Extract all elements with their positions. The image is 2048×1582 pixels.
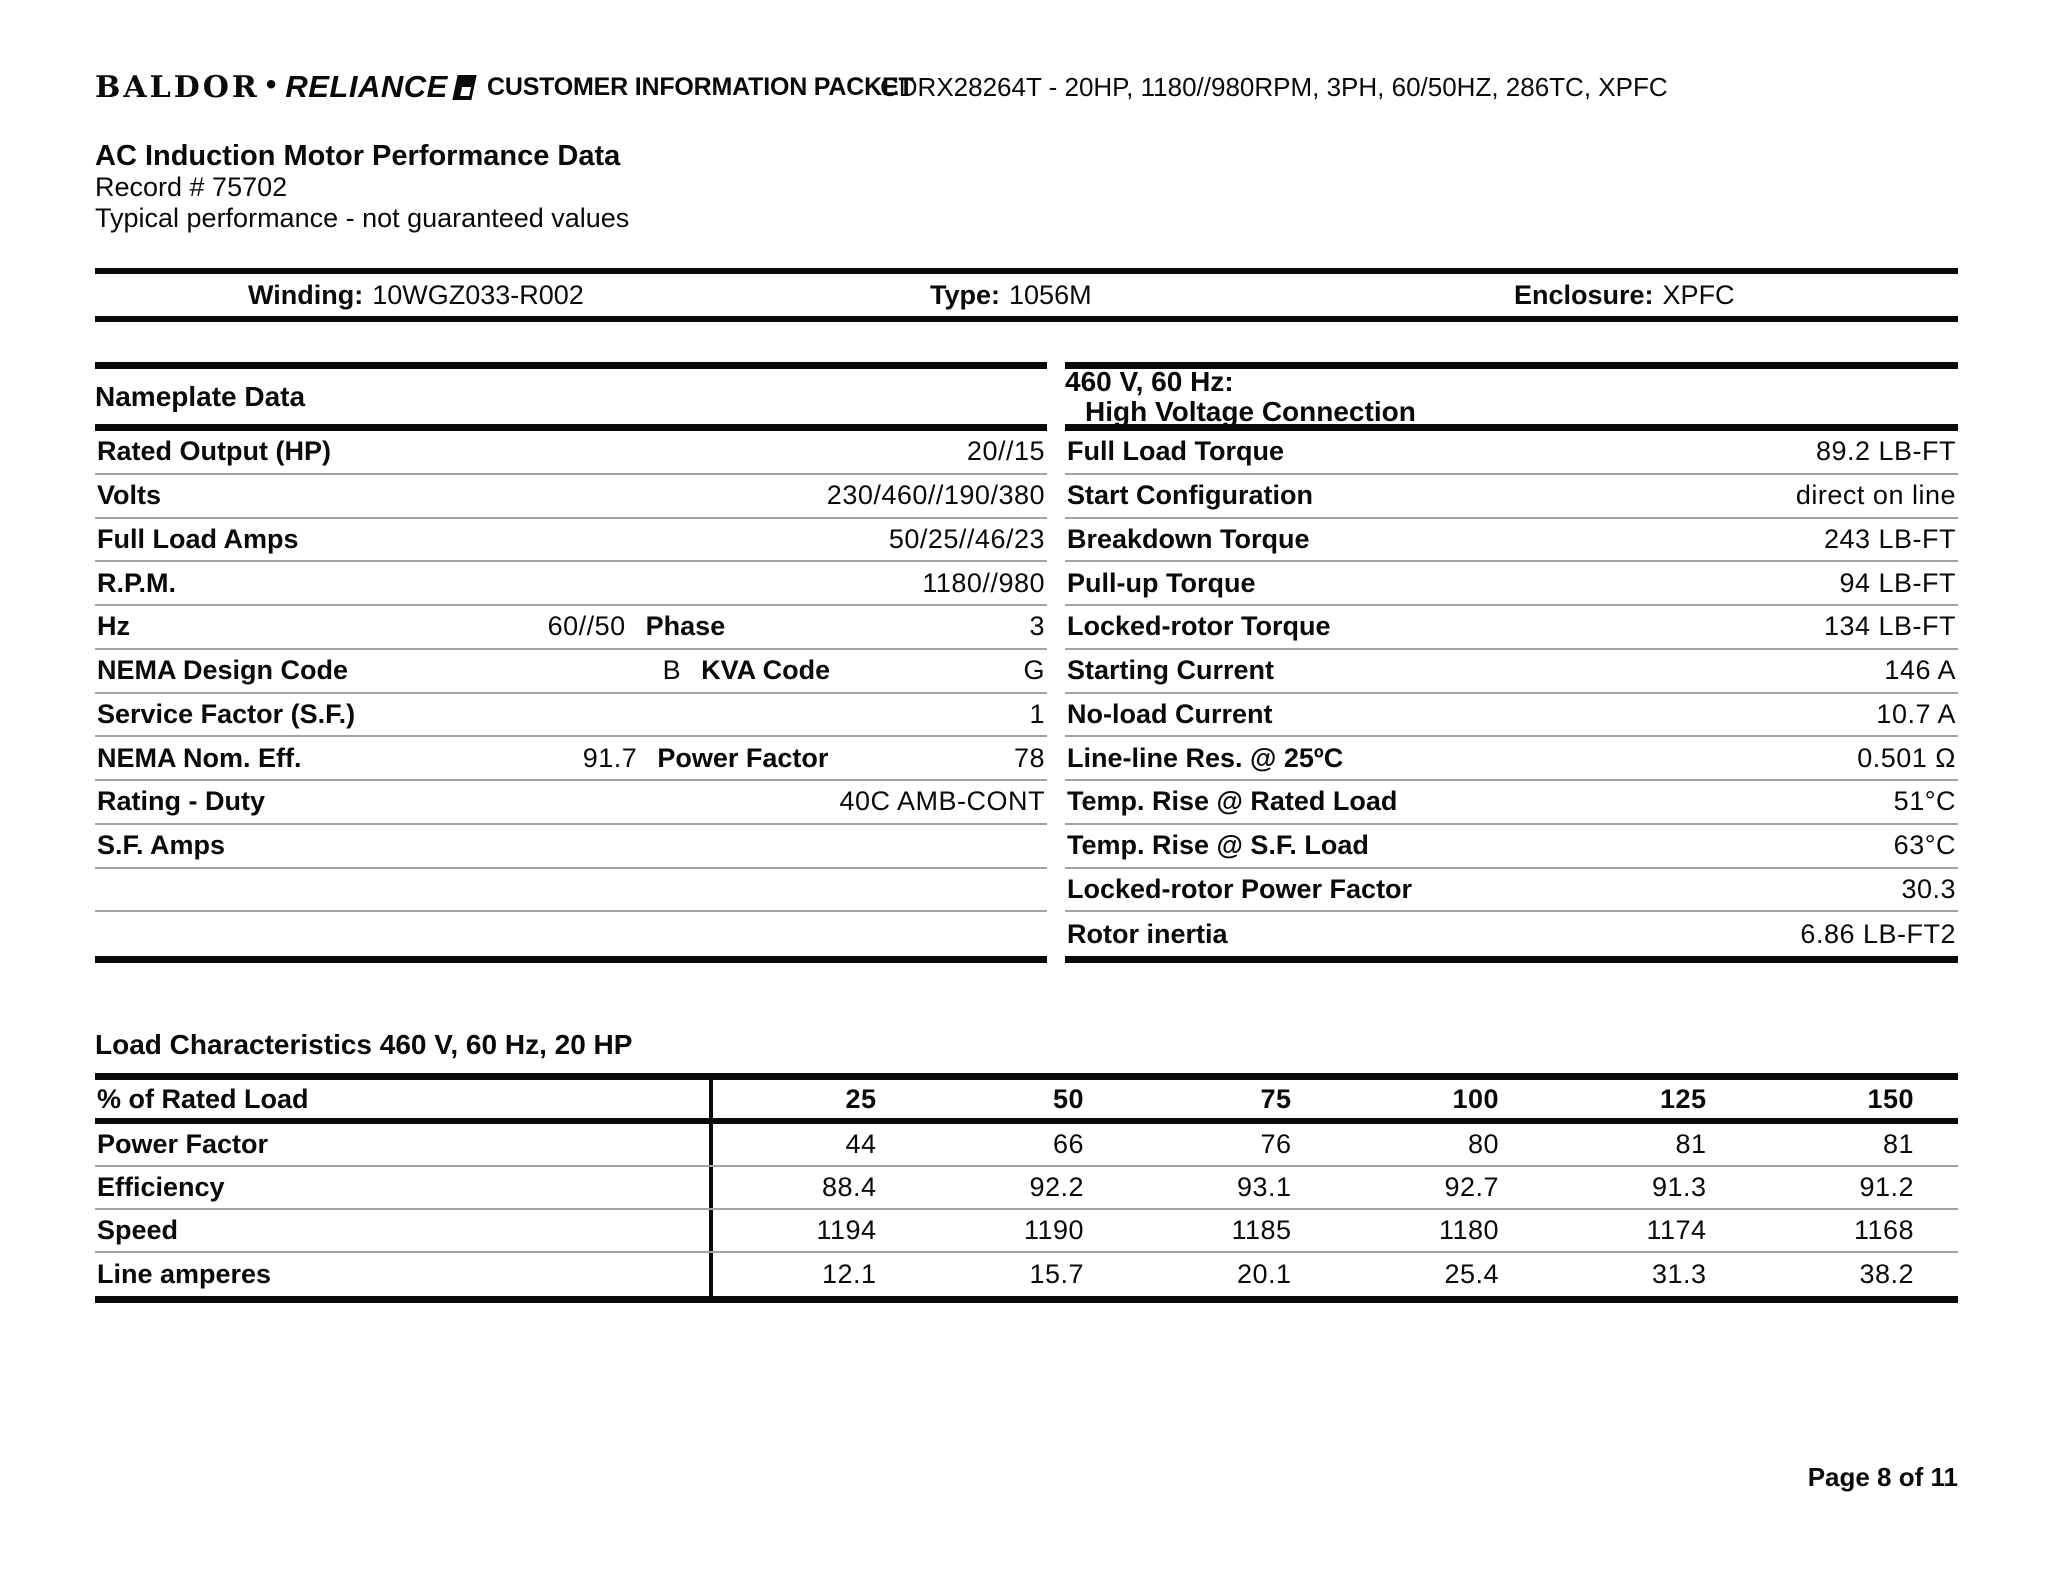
- row-label: Power Factor: [95, 1124, 713, 1165]
- row-value: 146 A: [1884, 655, 1956, 686]
- row-value: 0.501 Ω: [1857, 742, 1956, 773]
- row-value: G: [1023, 655, 1045, 686]
- type-value: 1056M: [1009, 279, 1092, 310]
- row-value: 3: [1029, 611, 1045, 642]
- cell-value: 66: [1052, 1129, 1084, 1159]
- load-col-header: 125: [1659, 1083, 1707, 1114]
- cell-value: 1194: [816, 1215, 877, 1245]
- table-row: [95, 912, 1047, 956]
- cell-value: 12.1: [821, 1259, 877, 1289]
- table-row: [1065, 912, 1958, 956]
- row-value: 6.86 LB-FT2: [1800, 918, 1956, 949]
- row-label: Hz: [97, 611, 130, 642]
- row-label: Full Load Amps: [97, 523, 299, 554]
- model-spec-line: CDRX28264T - 20HP, 1180//980RPM, 3PH, 60/50HZ, 286TC, XPFC: [880, 71, 1668, 102]
- row-label: Volts: [97, 480, 162, 511]
- cell-value: 88.4: [821, 1172, 877, 1202]
- reliance-flag-icon: [452, 75, 476, 100]
- table-row: [95, 650, 1047, 694]
- type-label: Type:: [930, 279, 1001, 310]
- table-row: [95, 825, 1047, 869]
- row-label: Pull-up Torque: [1067, 567, 1256, 598]
- table-row: [1065, 825, 1958, 869]
- nameplate-table: [95, 362, 1047, 963]
- cell-value: 20.1: [1236, 1259, 1292, 1289]
- row-label: Service Factor (S.F.): [97, 698, 356, 729]
- row-value: 51°C: [1893, 786, 1956, 817]
- row-value: 50/25//46/23: [888, 523, 1045, 554]
- cell-value: 1168: [1853, 1215, 1914, 1245]
- cell-value: 1190: [1023, 1215, 1084, 1245]
- load-col-header: 150: [1867, 1083, 1914, 1114]
- cell-value: 92.2: [1029, 1172, 1084, 1202]
- cell-value: 25.4: [1444, 1259, 1499, 1289]
- winding-field: [248, 274, 584, 316]
- cell-value: 38.2: [1859, 1259, 1914, 1289]
- table-row: [1065, 781, 1958, 825]
- cell-value: 81: [1675, 1129, 1707, 1159]
- cell-value: 1174: [1646, 1215, 1707, 1245]
- row-label: S.F. Amps: [97, 830, 226, 861]
- cell-value: 92.7: [1444, 1172, 1499, 1202]
- enclosure-field: [1514, 274, 1735, 316]
- table-row: [95, 475, 1047, 519]
- row-value: 1: [1029, 698, 1045, 729]
- nameplate-title: Nameplate Data: [95, 380, 306, 412]
- page-header: [0, 64, 2048, 110]
- table-row: [1065, 606, 1958, 650]
- title-block: [95, 141, 629, 234]
- logo-baldor-text: BALDOR: [95, 69, 260, 105]
- table-row: [95, 737, 1047, 781]
- hv-table-header: [1065, 365, 1958, 431]
- table-row: [1065, 562, 1958, 606]
- row-label: R.P.M.: [97, 567, 177, 598]
- row-value: 230/460//190/380: [826, 480, 1045, 511]
- load-characteristics-table: [95, 1073, 1958, 1303]
- baldor-reliance-logo: [95, 64, 474, 110]
- table-row: [1065, 431, 1958, 475]
- cell-value: 91.3: [1651, 1172, 1707, 1202]
- type-field: [930, 274, 1092, 316]
- performance-note: Typical performance - not guaranteed values: [95, 203, 630, 233]
- row-value: 78: [1013, 742, 1045, 773]
- load-col-header: 50: [1052, 1083, 1084, 1114]
- row-label: Locked-rotor Power Factor: [1067, 873, 1413, 904]
- row-value: 94 LB-FT: [1839, 567, 1956, 598]
- table-row: [1065, 519, 1958, 563]
- row-value: 89.2 LB-FT: [1815, 436, 1956, 467]
- load-table-header-row: [95, 1080, 1958, 1124]
- logo-dot-icon: •: [265, 68, 277, 101]
- table-row: [95, 1210, 1958, 1253]
- packet-title: CUSTOMER INFORMATION PACKET: [487, 72, 914, 101]
- table-row: [95, 1124, 1958, 1167]
- winding-bar: [95, 268, 1958, 322]
- row-label2: Phase: [645, 611, 726, 642]
- page-number: Page 8 of 11: [1807, 1462, 1958, 1492]
- row-label: Line amperes: [95, 1253, 713, 1296]
- row-value: 30.3: [1901, 873, 1956, 904]
- cell-value: 80: [1467, 1129, 1499, 1159]
- load-col-header: 25: [845, 1083, 877, 1114]
- table-row: [1065, 475, 1958, 519]
- cell-value: 93.1: [1236, 1172, 1292, 1202]
- row-label: Locked-rotor Torque: [1067, 611, 1331, 642]
- cell-value: 76: [1260, 1129, 1292, 1159]
- row-value: 63°C: [1893, 830, 1956, 861]
- row-label: Efficiency: [95, 1167, 713, 1208]
- load-characteristics-title: Load Characteristics 460 V, 60 Hz, 20 HP: [95, 1029, 633, 1060]
- table-row: [1065, 650, 1958, 694]
- page-title: AC Induction Motor Performance Data: [95, 140, 621, 172]
- load-col-header: 100: [1452, 1083, 1499, 1114]
- table-row: [95, 606, 1047, 650]
- cell-value: 91.2: [1859, 1172, 1914, 1202]
- row-value: direct on line: [1795, 480, 1956, 511]
- table-row: [95, 1253, 1958, 1296]
- row-mid-value: 60//50: [547, 611, 626, 642]
- row-label: Full Load Torque: [1067, 436, 1284, 467]
- logo-reliance-text: RELIANCE: [285, 69, 448, 104]
- row-value: 40C AMB-CONT: [839, 786, 1045, 817]
- load-header-label: % of Rated Load: [95, 1080, 713, 1118]
- record-number: Record # 75702: [95, 172, 288, 202]
- load-col-header: 75: [1260, 1083, 1292, 1114]
- row-value: 243 LB-FT: [1823, 523, 1956, 554]
- table-row: [1065, 737, 1958, 781]
- row-label: NEMA Design Code: [97, 655, 349, 686]
- hv-title-line1: 460 V, 60 Hz:: [1065, 365, 1234, 397]
- row-label2: Power Factor: [657, 742, 829, 773]
- nameplate-table-header: [95, 369, 1047, 431]
- row-label: Temp. Rise @ Rated Load: [1067, 786, 1398, 817]
- row-label: Rotor inertia: [1067, 918, 1228, 949]
- cell-value: 44: [845, 1129, 877, 1159]
- row-label: Starting Current: [1067, 655, 1275, 686]
- table-row: [1065, 694, 1958, 738]
- table-row: [95, 1167, 1958, 1210]
- row-label: Rated Output (HP): [97, 436, 331, 467]
- row-label: Line-line Res. @ 25ºC: [1067, 742, 1344, 773]
- cell-value: 1180: [1438, 1215, 1499, 1245]
- row-value: 1180//980: [922, 567, 1045, 598]
- winding-value: 10WGZ033-R002: [372, 279, 584, 310]
- enclosure-value: XPFC: [1662, 279, 1735, 310]
- cell-value: 31.3: [1651, 1259, 1707, 1289]
- row-mid-value: 91.7: [582, 742, 638, 773]
- table-row: [95, 562, 1047, 606]
- row-mid-value: B: [662, 655, 682, 686]
- row-label: NEMA Nom. Eff.: [97, 742, 302, 773]
- table-row: [95, 869, 1047, 913]
- row-value: 20//15: [966, 436, 1045, 467]
- row-label: Temp. Rise @ S.F. Load: [1067, 830, 1369, 861]
- row-label: Speed: [95, 1210, 713, 1251]
- table-row: [95, 781, 1047, 825]
- hv-title-line2: High Voltage Connection: [1085, 395, 1416, 427]
- high-voltage-table: [1065, 362, 1958, 963]
- row-label: Start Configuration: [1067, 480, 1313, 511]
- cell-value: 1185: [1231, 1215, 1292, 1245]
- enclosure-label: Enclosure:: [1514, 279, 1654, 310]
- table-row: [1065, 869, 1958, 913]
- cell-value: 15.7: [1029, 1259, 1084, 1289]
- row-label: Rating - Duty: [97, 786, 265, 817]
- table-row: [95, 431, 1047, 475]
- row-label: Breakdown Torque: [1067, 523, 1310, 554]
- cell-value: 81: [1882, 1129, 1914, 1159]
- row-label: No-load Current: [1067, 698, 1273, 729]
- row-value: 134 LB-FT: [1823, 611, 1956, 642]
- table-row: [95, 694, 1047, 738]
- row-label2: KVA Code: [701, 655, 831, 686]
- row-value: 10.7 A: [1876, 698, 1956, 729]
- winding-label: Winding:: [248, 279, 364, 310]
- table-row: [95, 519, 1047, 563]
